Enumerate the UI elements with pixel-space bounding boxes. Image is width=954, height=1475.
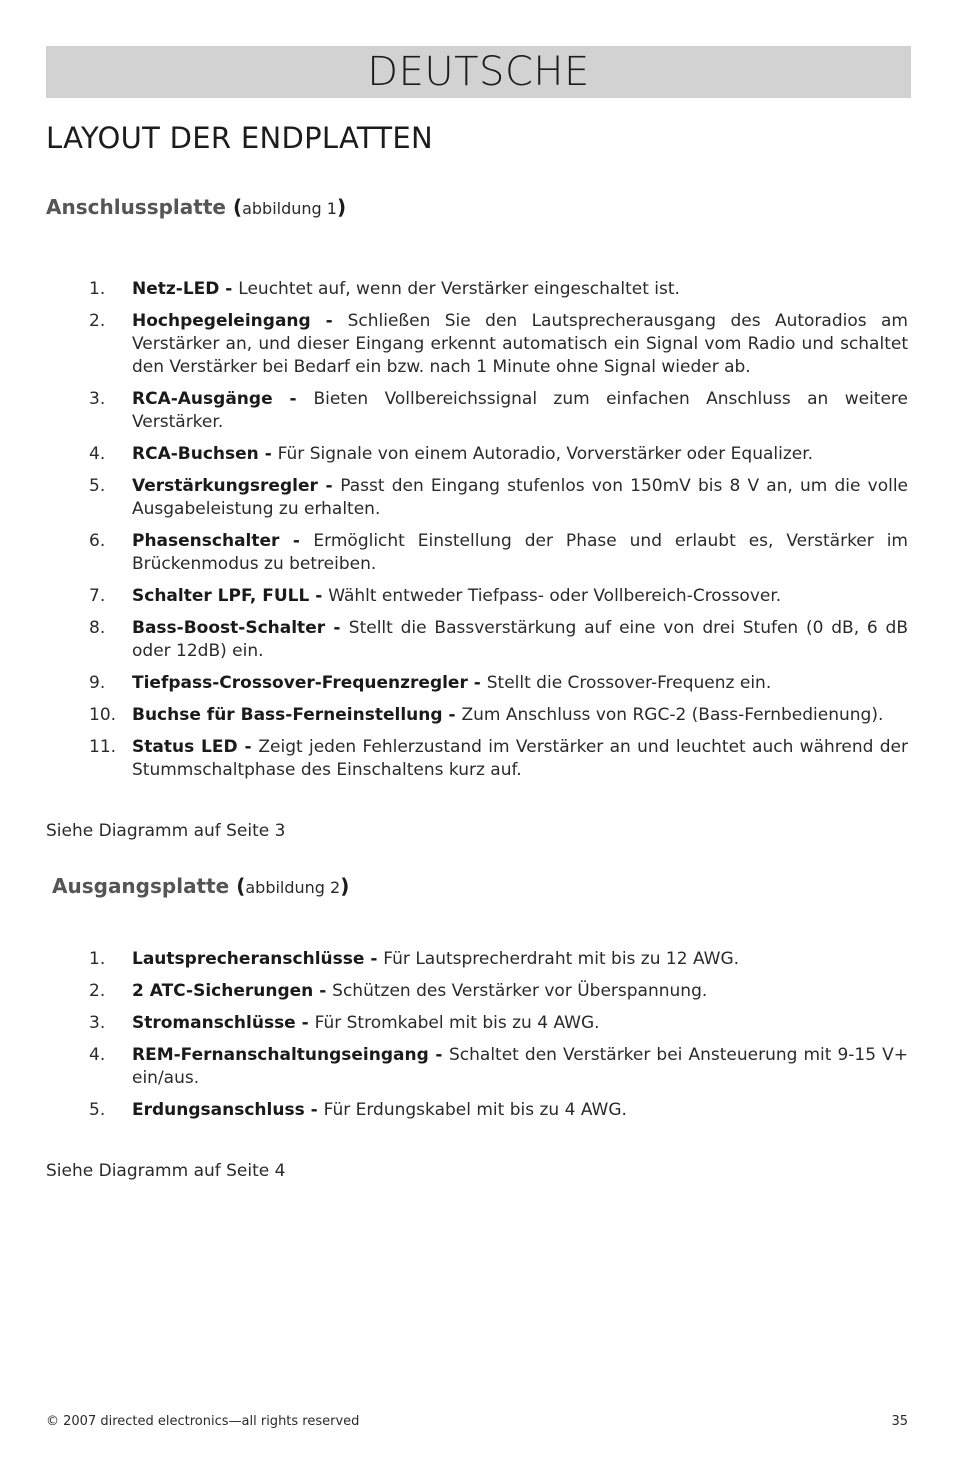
language-title: DEUTSCHE: [367, 49, 590, 95]
page-number: 35: [891, 1414, 908, 1429]
item-term: 2 ATC-Sicherungen -: [132, 981, 333, 1001]
list-item: [86, 1099, 908, 1122]
list-item: [86, 310, 908, 379]
diagram-reference-note: Siehe Diagramm auf Seite 3: [46, 821, 286, 841]
item-description: Leuchtet auf, wenn der Verstärker eingeschaltet ist.: [238, 279, 680, 299]
list-item: [86, 585, 908, 608]
item-number: 5.: [89, 1100, 106, 1120]
list-item: [86, 388, 908, 434]
language-header-bar: [46, 46, 911, 98]
item-description: Schließen Sie den Lautsprecherausgang des Autoradios am Verstärker an, und dieser Eingang erkennt automatisch ein Signal vom Radio und schaltet den Verstärker bei Bedarf ein bzw. nach 1 Minute ohne Signal wieder ab.: [132, 311, 908, 377]
item-term: Lautsprecheranschlüsse -: [132, 949, 384, 969]
footer-copyright: © 2007 directed electronics—all rights reserved: [46, 1414, 360, 1429]
item-number: 4.: [89, 444, 106, 464]
item-description: Stellt die Crossover-Frequenz ein.: [486, 673, 772, 693]
section-heading-text: Anschlussplatte: [46, 195, 226, 219]
item-term: Stromanschlüsse -: [132, 1013, 315, 1033]
item-number: 3.: [89, 1013, 106, 1033]
item-term: Erdungsanschluss -: [132, 1100, 324, 1120]
item-term: Buchse für Bass-Ferneinstellung -: [132, 705, 462, 725]
figure-reference: abbildung 2: [245, 878, 341, 897]
paren-close: ): [340, 874, 350, 898]
item-description: Stellt die Bassverstärkung auf eine von drei Stufen (0 dB, 6 dB oder 12dB) ein.: [132, 618, 908, 661]
item-term: Netz-LED -: [132, 279, 239, 299]
section-heading-text: Ausgangsplatte: [52, 874, 230, 898]
item-description: Für Erdungskabel mit bis zu 4 AWG.: [323, 1100, 627, 1120]
list-item: [86, 475, 908, 521]
item-description: Wählt entweder Tiefpass- oder Vollbereich-Crossover.: [328, 586, 782, 606]
section-heading-ausgangsplatte: [52, 872, 349, 902]
paren-open: (: [236, 874, 246, 898]
item-term: RCA-Ausgänge -: [132, 389, 314, 409]
paren-open: (: [232, 195, 243, 219]
paren-close: ): [336, 195, 347, 219]
list-item: [86, 704, 908, 727]
item-number: 1.: [89, 279, 106, 299]
item-number: 1.: [89, 949, 106, 969]
item-description: Zeigt jeden Fehlerzustand im Verstärker an und leuchtet auch während der Stummschaltphase des Einschaltens kurz auf.: [132, 737, 908, 780]
item-term: Status LED -: [132, 737, 259, 757]
item-number: 3.: [89, 389, 106, 409]
list-item: [86, 1012, 908, 1035]
item-number: 7.: [89, 586, 106, 606]
item-description: Für Lautsprecherdraht mit bis zu 12 AWG.: [383, 949, 740, 969]
item-term: Hochpegeleingang -: [132, 311, 348, 331]
item-term: Bass-Boost-Schalter -: [132, 618, 349, 638]
list-item: [86, 1044, 908, 1090]
item-description: Zum Anschluss von RGC-2 (Bass-Fernbedienung).: [461, 705, 884, 725]
item-description: Schaltet den Verstärker bei Ansteuerung mit 9-15 V+ ein/aus.: [132, 1045, 908, 1088]
item-description: Für Signale von einem Autoradio, Vorverstärker oder Equalizer.: [277, 444, 814, 464]
item-description: Ermöglicht Einstellung der Phase und erlaubt es, Verstärker im Brückenmodus zu betreiben.: [132, 531, 908, 574]
item-description: Passt den Eingang stufenlos von 150mV bis 8 V an, um die volle Ausgabeleistung zu erhalten.: [132, 476, 908, 519]
item-term: Tiefpass-Crossover-Frequenzregler -: [132, 673, 487, 693]
item-number: 2.: [89, 311, 106, 331]
item-description: Bieten Vollbereichssignal zum einfachen Anschluss an weitere Verstärker.: [132, 389, 908, 432]
list-item: [86, 980, 908, 1003]
list-item: [86, 278, 908, 301]
item-term: Verstärkungsregler -: [132, 476, 341, 496]
section-heading-anschlussplatte: [46, 193, 346, 223]
list-item: [86, 736, 908, 782]
item-number: 4.: [89, 1045, 106, 1065]
figure-reference: abbildung 1: [242, 199, 337, 218]
item-number: 11.: [89, 737, 117, 757]
item-term: RCA-Buchsen -: [132, 444, 278, 464]
list-item: [86, 443, 908, 466]
list-item: [86, 672, 908, 695]
item-number: 2.: [89, 981, 106, 1001]
ausgangsplatte-list: [86, 948, 908, 1131]
item-term: Phasenschalter -: [132, 531, 314, 551]
item-number: 10.: [89, 705, 117, 725]
anschlussplatte-list: [86, 278, 908, 791]
item-description: Für Stromkabel mit bis zu 4 AWG.: [314, 1013, 600, 1033]
list-item: [86, 530, 908, 576]
diagram-reference-note: Siehe Diagramm auf Seite 4: [46, 1161, 286, 1181]
item-term: REM-Fernanschaltungseingang -: [132, 1045, 449, 1065]
list-item: [86, 948, 908, 971]
item-number: 9.: [89, 673, 106, 693]
item-number: 8.: [89, 618, 106, 638]
item-term: Schalter LPF, FULL -: [132, 586, 329, 606]
list-item: [86, 617, 908, 663]
page-title: LAYOUT DER ENDPLATTEN: [46, 121, 434, 155]
item-number: 5.: [89, 476, 106, 496]
item-number: 6.: [89, 531, 106, 551]
item-description: Schützen des Verstärker vor Überspannung.: [332, 981, 708, 1001]
